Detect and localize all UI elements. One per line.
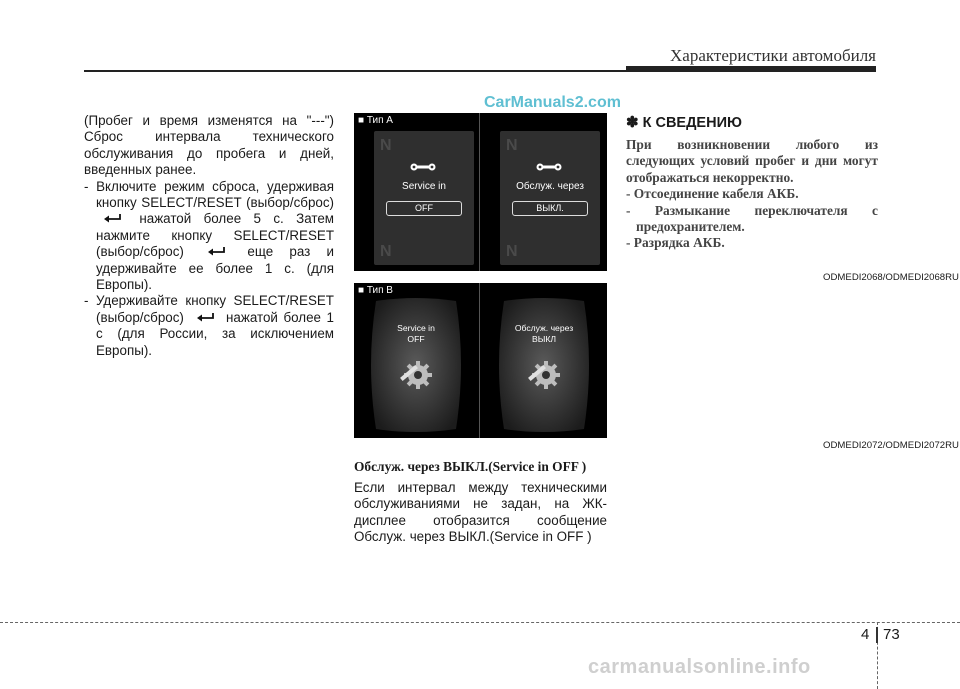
ghost-glyph: N <box>506 137 518 154</box>
gear-wrench-icon <box>396 355 436 395</box>
figure-divider <box>479 113 480 271</box>
gear-wrench-icon <box>524 355 564 395</box>
figure-label: ■ Тип A <box>358 115 393 126</box>
note-paragraph: При возникновении любого из следующих условий пробег и дни могут отображаться некорректно. <box>626 137 878 185</box>
figure-code: ODMEDI2072/ODMEDI2072RU <box>823 440 959 451</box>
page-separator <box>876 627 878 643</box>
lcd-value-box: ВЫКЛ. <box>512 201 588 216</box>
column-left <box>84 113 334 359</box>
return-arrow-icon <box>195 312 217 323</box>
lcd-message: Service in <box>402 181 446 192</box>
cluster-message: Обслуж. через ВЫКЛ <box>514 323 574 344</box>
header-rule-accent <box>626 66 876 71</box>
note-heading: ✽ К СВЕДЕНИЮ <box>626 114 742 131</box>
return-arrow-icon <box>102 213 124 224</box>
watermark-bottom: carmanualsonline.info <box>588 656 811 678</box>
ghost-glyph: N <box>380 137 392 154</box>
footer-rule <box>0 622 960 623</box>
running-header: Характеристики автомобиля <box>670 46 876 65</box>
list-item-russia: - Удерживайте кнопку SELECT/RESET (выбор/сброс) нажатой более 1 с (для России, за исключением Европы). <box>84 293 334 358</box>
figure-divider <box>479 283 480 438</box>
lcd-screen-russian <box>500 131 600 265</box>
page-number: 73 <box>883 626 900 643</box>
note-item: - Размыкание переключателя с предохранителем. <box>626 202 878 235</box>
paragraph-intro: (Пробег и время изменятся на "---") Сброс интервала технического обслуживания до пробега и дней, введенных ранее. <box>84 113 334 178</box>
cluster-message: Service in OFF <box>397 323 435 344</box>
cluster-screen-russian <box>490 297 598 433</box>
ghost-glyph: N <box>506 243 518 260</box>
lcd-screen-english <box>374 131 474 265</box>
cluster-screen-english <box>362 297 470 433</box>
wrench-icon <box>410 161 436 173</box>
column-right-note <box>626 113 878 252</box>
figure-label: ■ Тип B <box>358 285 393 296</box>
chapter-number: 4 <box>861 626 870 643</box>
lcd-value-box: OFF <box>386 201 462 216</box>
asterisk-icon: ✽ <box>626 114 639 131</box>
note-item: - Отсоединение кабеля АКБ. <box>626 186 799 202</box>
figure-type-a <box>354 113 607 271</box>
ghost-glyph: N <box>380 243 392 260</box>
figure-code: ODMEDI2068/ODMEDI2068RU <box>823 272 959 283</box>
section-body: Если интервал между техническими обслуживаниями не задан, на ЖК-дисплее отобразится сообщение Обслуж. через ВЫКЛ.(Service in OFF ) <box>354 480 607 545</box>
return-arrow-icon <box>206 246 228 257</box>
column-middle-text <box>354 459 607 546</box>
note-item: - Разрядка АКБ. <box>626 235 725 251</box>
section-heading: Обслуж. через ВЫКЛ.(Service in OFF ) <box>354 459 587 474</box>
list-item-europe: - Включите режим сброса, удерживая кнопку SELECT/RESET (выбор/сброс) нажатой более 5 с. Затем нажмите кнопку SELECT/RESET (выбор/сброс) еще раз и удерживайте ее более 1 с. (для Европы). <box>84 178 334 293</box>
watermark-top: CarManuals2.com <box>484 94 621 111</box>
wrench-icon <box>536 161 562 173</box>
figure-type-b <box>354 283 607 438</box>
lcd-message: Обслуж. через <box>516 181 584 192</box>
